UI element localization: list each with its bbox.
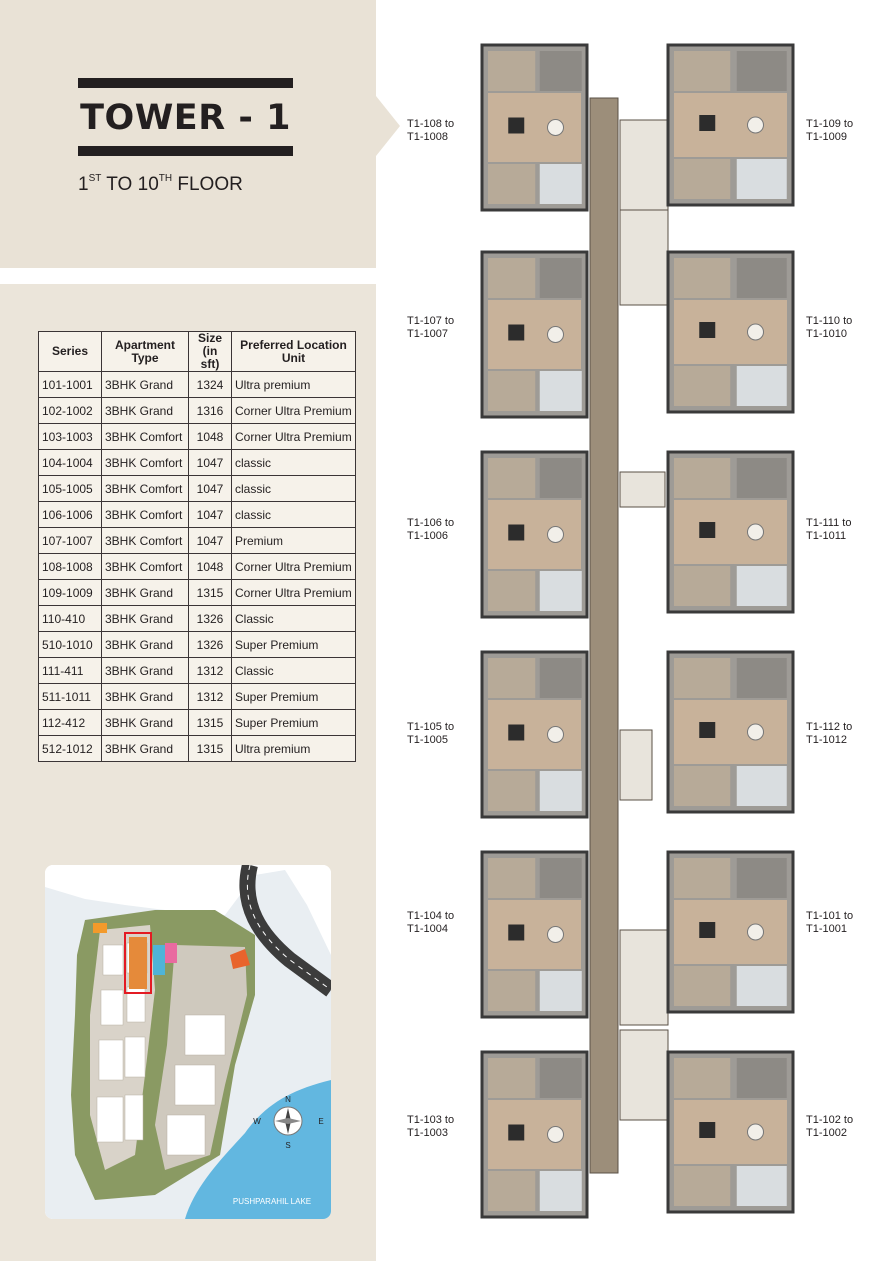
cell-size: 1047 — [189, 502, 232, 528]
site-map — [45, 865, 331, 1219]
dining-table — [548, 527, 564, 543]
cell-size: 1047 — [189, 476, 232, 502]
bedroom — [674, 1166, 730, 1206]
table-row — [39, 606, 356, 632]
bedroom — [674, 858, 730, 898]
cell-size: 1315 — [189, 736, 232, 762]
table-row — [39, 684, 356, 710]
cell-apartment-type: 3BHK Comfort — [102, 450, 189, 476]
corridor — [590, 98, 618, 1173]
core-block — [620, 730, 652, 800]
table-row — [39, 398, 356, 424]
dining-table — [548, 1127, 564, 1143]
cell-preferred-location: classic — [232, 502, 356, 528]
bedroom — [737, 258, 787, 298]
bedroom — [488, 971, 535, 1011]
furniture — [508, 118, 524, 134]
title-bottom-rule — [78, 146, 293, 156]
bedroom — [737, 458, 787, 498]
unit-label-right: T1-109 to T1-1009 — [806, 118, 854, 143]
core-block — [620, 930, 668, 1025]
col-size: Size (in sft) — [189, 332, 232, 372]
living-area — [488, 500, 581, 569]
cell-preferred-location: Super Premium — [232, 710, 356, 736]
cell-series: 105-1005 — [39, 476, 102, 502]
cell-series: 102-1002 — [39, 398, 102, 424]
cell-series: 106-1006 — [39, 502, 102, 528]
table-row — [39, 372, 356, 398]
bedroom — [488, 658, 535, 698]
unit-label-right: T1-102 to T1-1002 — [806, 1114, 854, 1139]
bedroom — [674, 258, 730, 298]
cell-series: 111-411 — [39, 658, 102, 684]
svg-text:W: W — [253, 1117, 261, 1126]
cell-apartment-type: 3BHK Grand — [102, 398, 189, 424]
cell-preferred-location: Super Premium — [232, 632, 356, 658]
cell-series: 107-1007 — [39, 528, 102, 554]
table-row — [39, 528, 356, 554]
cell-size: 1324 — [189, 372, 232, 398]
living-area — [488, 300, 581, 369]
bedroom — [737, 858, 787, 898]
bedroom — [674, 1058, 730, 1098]
cell-preferred-location: Classic — [232, 606, 356, 632]
bathroom — [737, 366, 787, 406]
floor-range: 1ST TO 10TH FLOOR — [78, 173, 243, 195]
dining-table — [548, 327, 564, 343]
bedroom — [488, 164, 535, 204]
cell-apartment-type: 3BHK Grand — [102, 684, 189, 710]
cell-apartment-type: 3BHK Comfort — [102, 424, 189, 450]
cell-series: 104-1004 — [39, 450, 102, 476]
cell-preferred-location: Classic — [232, 658, 356, 684]
core-block — [620, 120, 668, 220]
col-preferred-location: Preferred Location Unit — [232, 332, 356, 372]
living-area — [488, 93, 581, 162]
cell-series: 101-1001 — [39, 372, 102, 398]
cell-apartment-type: 3BHK Grand — [102, 580, 189, 606]
unit-label-right: T1-101 to T1-1001 — [806, 910, 854, 935]
unit-label-left: T1-107 to T1-1007 — [407, 315, 455, 340]
bedroom — [737, 658, 787, 698]
bedroom — [488, 1171, 535, 1211]
unit-label-right: T1-112 to T1-1012 — [806, 721, 853, 746]
cell-series: 103-1003 — [39, 424, 102, 450]
dining-table — [548, 927, 564, 943]
bedroom — [540, 51, 582, 91]
table-row — [39, 658, 356, 684]
bedroom — [488, 1058, 535, 1098]
furniture — [699, 1122, 715, 1138]
cell-preferred-location: Corner Ultra Premium — [232, 398, 356, 424]
table-row — [39, 502, 356, 528]
bedroom — [540, 258, 582, 298]
cell-apartment-type: 3BHK Comfort — [102, 476, 189, 502]
living-area — [674, 900, 787, 964]
bedroom — [488, 258, 535, 298]
compass-icon — [274, 1107, 302, 1135]
dining-table — [748, 117, 764, 133]
cell-size: 1315 — [189, 580, 232, 606]
furniture — [508, 925, 524, 941]
dining-table — [548, 727, 564, 743]
furniture — [699, 115, 715, 131]
living-area — [488, 1100, 581, 1169]
cell-apartment-type: 3BHK Grand — [102, 658, 189, 684]
unit-label-left: T1-108 to T1-1008 — [407, 118, 455, 143]
table-header-row — [39, 332, 356, 372]
cell-preferred-location: Corner Ultra Premium — [232, 554, 356, 580]
living-area — [674, 1100, 787, 1164]
cell-apartment-type: 3BHK Comfort — [102, 502, 189, 528]
cell-series: 511-1011 — [39, 684, 102, 710]
furniture — [508, 525, 524, 541]
bedroom — [737, 51, 787, 91]
bedroom — [540, 658, 582, 698]
living-area — [674, 700, 787, 764]
bedroom — [674, 366, 730, 406]
floor-plan — [470, 40, 800, 1230]
unit-label-left: T1-104 to T1-1004 — [407, 910, 455, 935]
furniture — [508, 725, 524, 741]
bedroom — [674, 658, 730, 698]
dining-table — [548, 120, 564, 136]
title-pointer — [376, 96, 400, 156]
bedroom — [674, 159, 730, 199]
furniture — [699, 722, 715, 738]
cell-preferred-location: Ultra premium — [232, 372, 356, 398]
cell-size: 1312 — [189, 658, 232, 684]
cell-size: 1047 — [189, 528, 232, 554]
unit-table — [38, 331, 356, 762]
unit-label-left: T1-105 to T1-1005 — [407, 721, 455, 746]
panel-separator — [0, 268, 376, 284]
bathroom — [540, 771, 582, 811]
bedroom — [540, 1058, 582, 1098]
cell-size: 1315 — [189, 710, 232, 736]
bedroom — [488, 371, 535, 411]
dining-table — [748, 724, 764, 740]
furniture — [699, 922, 715, 938]
table-row — [39, 424, 356, 450]
core-block — [620, 472, 665, 507]
bedroom — [488, 51, 535, 91]
furniture — [508, 1125, 524, 1141]
cell-series: 112-412 — [39, 710, 102, 736]
cell-size: 1312 — [189, 684, 232, 710]
table-row — [39, 580, 356, 606]
core-block — [620, 210, 668, 305]
living-area — [488, 700, 581, 769]
floor-plan-graphic — [470, 40, 800, 1230]
table-row — [39, 554, 356, 580]
living-area — [674, 93, 787, 157]
table-row — [39, 710, 356, 736]
bedroom — [488, 771, 535, 811]
cell-series: 109-1009 — [39, 580, 102, 606]
table-row — [39, 736, 356, 762]
tower-1-block — [129, 937, 147, 989]
unit-label-right: T1-110 to T1-1010 — [806, 315, 853, 340]
cell-size: 1316 — [189, 398, 232, 424]
living-area — [674, 500, 787, 564]
cell-size: 1048 — [189, 424, 232, 450]
bathroom — [540, 164, 582, 204]
cell-apartment-type: 3BHK Grand — [102, 632, 189, 658]
bedroom — [540, 858, 582, 898]
cell-preferred-location: Ultra premium — [232, 736, 356, 762]
bedroom — [674, 458, 730, 498]
bedroom — [674, 51, 730, 91]
lake-label: PUSHPARAHIL LAKE — [232, 1197, 312, 1206]
bedroom — [674, 766, 730, 806]
cell-size: 1326 — [189, 632, 232, 658]
cell-series: 512-1012 — [39, 736, 102, 762]
dining-table — [748, 324, 764, 340]
cell-preferred-location: classic — [232, 476, 356, 502]
cell-apartment-type: 3BHK Comfort — [102, 554, 189, 580]
furniture — [699, 522, 715, 538]
table-row — [39, 450, 356, 476]
bathroom — [737, 1166, 787, 1206]
unit-label-left: T1-106 to T1-1006 — [407, 517, 455, 542]
bedroom — [488, 458, 535, 498]
cell-size: 1048 — [189, 554, 232, 580]
title-top-rule — [78, 78, 293, 88]
bathroom — [540, 971, 582, 1011]
site-map-graphic — [45, 865, 331, 1219]
bedroom — [737, 1058, 787, 1098]
dining-table — [748, 924, 764, 940]
col-apartment-type: Apartment Type — [102, 332, 189, 372]
bathroom — [737, 159, 787, 199]
bedroom — [540, 458, 582, 498]
svg-text:S: S — [285, 1141, 291, 1150]
cell-apartment-type: 3BHK Grand — [102, 736, 189, 762]
living-area — [488, 900, 581, 969]
bedroom — [674, 566, 730, 606]
dining-table — [748, 524, 764, 540]
cell-apartment-type: 3BHK Grand — [102, 710, 189, 736]
bedroom — [674, 966, 730, 1006]
cell-series: 108-1008 — [39, 554, 102, 580]
svg-text:N: N — [285, 1095, 291, 1104]
cell-preferred-location: Super Premium — [232, 684, 356, 710]
svg-text:E: E — [318, 1117, 324, 1126]
bathroom — [540, 571, 582, 611]
cell-preferred-location: classic — [232, 450, 356, 476]
cell-size: 1047 — [189, 450, 232, 476]
bedroom — [488, 571, 535, 611]
core-block — [620, 1030, 668, 1120]
living-area — [674, 300, 787, 364]
unit-label-right: T1-111 to T1-1011 — [806, 517, 852, 542]
bedroom — [488, 858, 535, 898]
bathroom — [540, 371, 582, 411]
bathroom — [737, 566, 787, 606]
cell-series: 110-410 — [39, 606, 102, 632]
bathroom — [737, 966, 787, 1006]
cell-preferred-location: Corner Ultra Premium — [232, 424, 356, 450]
cell-apartment-type: 3BHK Grand — [102, 372, 189, 398]
furniture — [699, 322, 715, 338]
cell-preferred-location: Premium — [232, 528, 356, 554]
col-series: Series — [39, 332, 102, 372]
bathroom — [737, 766, 787, 806]
page-title: TOWER - 1 — [80, 98, 291, 138]
furniture — [508, 325, 524, 341]
cell-series: 510-1010 — [39, 632, 102, 658]
cell-size: 1326 — [189, 606, 232, 632]
table-row — [39, 476, 356, 502]
table-row — [39, 632, 356, 658]
cell-apartment-type: 3BHK Comfort — [102, 528, 189, 554]
cell-preferred-location: Corner Ultra Premium — [232, 580, 356, 606]
dining-table — [748, 1124, 764, 1140]
cell-apartment-type: 3BHK Grand — [102, 606, 189, 632]
unit-label-left: T1-103 to T1-1003 — [407, 1114, 455, 1139]
bathroom — [540, 1171, 582, 1211]
